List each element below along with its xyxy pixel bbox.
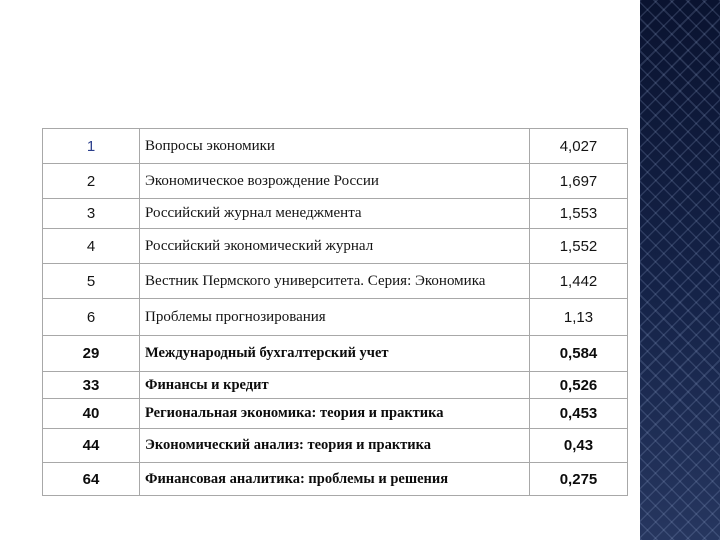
score-cell: 0,526 [530, 372, 628, 399]
table-row [43, 264, 628, 299]
journal-title-cell: Региональная экономика: теория и практика [140, 399, 530, 429]
table-row [43, 336, 628, 372]
journal-title-cell: Международный бухгалтерский учет [140, 336, 530, 372]
table-row [43, 229, 628, 264]
score-cell: 1,552 [530, 229, 628, 264]
rank-cell: 29 [43, 336, 140, 372]
table-row [43, 399, 628, 429]
score-cell: 0,453 [530, 399, 628, 429]
journal-title-cell: Российский журнал менеджмента [140, 199, 530, 229]
rank-cell: 64 [43, 463, 140, 496]
table-row [43, 129, 628, 164]
journal-ranking-table [42, 128, 628, 496]
score-cell: 1,442 [530, 264, 628, 299]
decorative-side-strip [640, 0, 720, 540]
score-cell: 0,275 [530, 463, 628, 496]
table-row [43, 463, 628, 496]
table-row [43, 164, 628, 199]
score-cell: 1,697 [530, 164, 628, 199]
journal-title-cell: Вопросы экономики [140, 129, 530, 164]
rank-cell: 3 [43, 199, 140, 229]
rank-cell: 2 [43, 164, 140, 199]
rank-cell: 44 [43, 429, 140, 463]
table-row [43, 372, 628, 399]
score-cell: 4,027 [530, 129, 628, 164]
rank-cell: 1 [43, 129, 140, 164]
journal-title-cell: Российский экономический журнал [140, 229, 530, 264]
score-cell: 0,43 [530, 429, 628, 463]
journal-title-cell: Экономическое возрождение России [140, 164, 530, 199]
rank-cell: 40 [43, 399, 140, 429]
score-cell: 0,584 [530, 336, 628, 372]
rank-cell: 4 [43, 229, 140, 264]
journal-title-cell: Финансы и кредит [140, 372, 530, 399]
table-row [43, 429, 628, 463]
rank-cell: 33 [43, 372, 140, 399]
journal-title-cell: Финансовая аналитика: проблемы и решения [140, 463, 530, 496]
table-row [43, 299, 628, 336]
score-cell: 1,13 [530, 299, 628, 336]
journal-title-cell: Экономический анализ: теория и практика [140, 429, 530, 463]
score-cell: 1,553 [530, 199, 628, 229]
journal-title-cell: Вестник Пермского университета. Серия: Экономика [140, 264, 530, 299]
rank-cell: 5 [43, 264, 140, 299]
rank-cell: 6 [43, 299, 140, 336]
table-row [43, 199, 628, 229]
journal-title-cell: Проблемы прогнозирования [140, 299, 530, 336]
